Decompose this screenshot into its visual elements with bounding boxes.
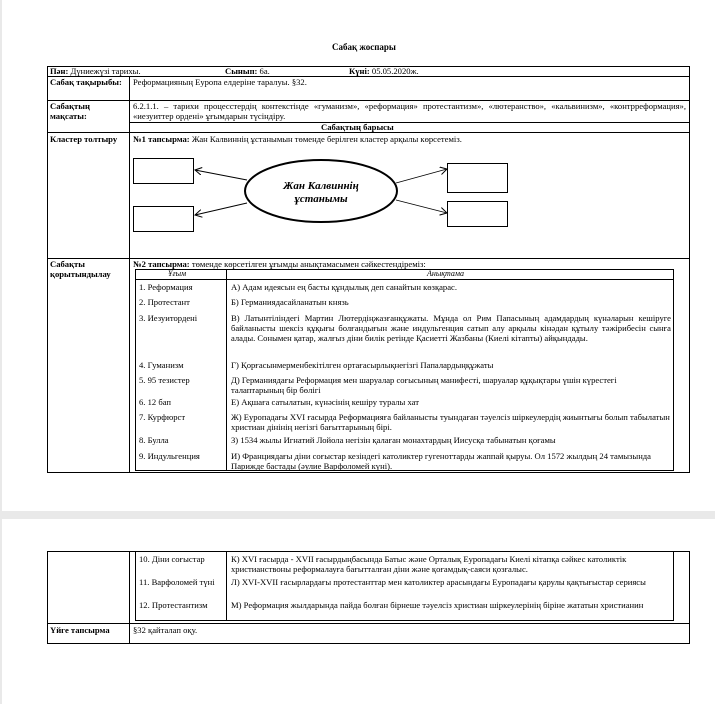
term-10: 10. Діни соғыстар xyxy=(139,554,205,564)
term-7: 7. Курфюрст xyxy=(139,412,186,422)
homework-label: Үйге тапсырма xyxy=(50,625,110,635)
task2-heading: №2 тапсырма: төменде көрсетілген ұғымды анықтамасымен сәйкестендіреміз: xyxy=(133,259,426,269)
class-field: Сынып: 6а. xyxy=(225,66,270,76)
definition-g: Г) Қорғасынмерменбекiтiлген ортағасырлықнегiзгi Папалардыңқұжаты xyxy=(231,360,494,370)
definition-e: Е) Ақшаға сатылатын, күнәсiнiң кешiру туралы хат xyxy=(231,397,420,407)
summary-section-label: Сабақты қорытындылау xyxy=(50,259,111,279)
arrow-bottom-left xyxy=(195,203,247,215)
document-page-2 xyxy=(2,519,715,704)
term-9: 9. Индульгенция xyxy=(139,451,200,461)
topic-label: Сабақ тақырыбы: xyxy=(50,77,122,87)
date-field: Күні: 05.05.2020ж. xyxy=(349,66,419,76)
term-8: 8. Булла xyxy=(139,435,169,445)
term-12: 12. Протестантизм xyxy=(139,600,208,610)
term-4: 4. Гуманизм xyxy=(139,360,184,370)
definition-i: И) Франциядағы дiни соғыстар кезiндегi католиктер гугеноттарды жаппай қыруы. Ол 1572 жылдың 24 тамызында Парижде бастады (әулие Варфоломей күнi). xyxy=(231,451,651,471)
progress-heading: Сабақтың барысы xyxy=(321,122,394,132)
arrow-top-left xyxy=(195,170,247,180)
definition-l: Л) XVI-XVII ғасырлардағы протестанттар мен католиктер арасындағы Еуропадағы қарулы қақтығыстар сериясы xyxy=(231,577,646,587)
definition-column-header: Анықтама xyxy=(427,269,464,278)
cluster-box-top-right[interactable] xyxy=(447,163,508,193)
cluster-center-label: Жан Калвиннің ұстанымы xyxy=(283,180,359,205)
arrow-top-right xyxy=(396,169,447,183)
definition-d: Д) Германиядағы Реформация мен шаруалар соғысының манифестi, шаруалар құқықтары үшiн күрестегi талаптарының бiр бөлiгi xyxy=(231,375,617,395)
cluster-section-label: Кластер толтыру xyxy=(50,134,118,144)
term-5: 5. 95 тезистер xyxy=(139,375,190,385)
term-11: 11. Варфоломей түнi xyxy=(139,577,215,587)
cluster-box-bottom-right[interactable] xyxy=(447,201,508,227)
definition-zh: Ж) Еуропадағы XVI ғасырда Реформацияға байланысты туындаған тәуелсiз шiркеулердiң жиынтығы болып табылатын христиан дiнiнiң негiзгi бағыттарының бiрi. xyxy=(231,412,670,432)
goal-value: 6.2.1.1. – тарихи процесстердің контекстінде «гуманизм», «реформация» протестантизм», «лютеранство», «кальвинизм», «контрреформация», «иезуиттер ордені» ұғымдарын түсіндіру. xyxy=(133,101,686,121)
definition-m: М) Реформация жылдарында пайда болған бiрнеше тәуелсiз христиан шiркеулерiнiң бiрiне жататын христианин xyxy=(231,600,644,610)
term-column-header: Ұғым xyxy=(168,269,187,278)
cluster-box-top-left[interactable] xyxy=(133,158,194,184)
definition-b: Б) Германиядасайланатын князь xyxy=(231,297,349,307)
goal-label: Сабақтың мақсаты: xyxy=(50,101,90,121)
homework-value: §32 қайталап оқу. xyxy=(133,625,198,635)
document-page-1 xyxy=(2,0,715,511)
subject-field: Пән: Дүниежүзі тарихы. xyxy=(50,66,141,76)
term-3: 3. Иезуиторденi xyxy=(139,313,198,323)
topic-value: Реформацияның Еуропа елдеріне таралуы. §32. xyxy=(133,77,307,87)
definition-v: В) Латынтiлiндегi Мартин Лютердiңжазғанқұжаты. Мұнда ол Рим Папасының адамдардың күнәларын кешiруге байланысты шексiз құқығы болғандығын және индульгенция сатып алу арқылы кiнәдан құтылу тәжiрибесiн сынға алады. Сонымен қатар, жалғыз дiни билiк ретiнде Қасиеттi Жазбаны (Киелi кiтапты) айқындады. xyxy=(231,313,671,343)
term-1: 1. Реформация xyxy=(139,282,193,292)
term-6: 6. 12 бап xyxy=(139,397,172,407)
task1-heading: №1 тапсырма: Жан Калвиннің ұстанымын төменде берілген кластер арқылы көрсетеміз. xyxy=(133,134,462,144)
cluster-box-bottom-left[interactable] xyxy=(133,206,194,232)
definition-a: А) Адам идеясын ең басты құндылық деп санайтын көзқарас. xyxy=(231,282,458,292)
definition-k: К) XVI ғасырда - XVII ғасырдыңбасында Батыс және Орталық Еуропадағы Киелi кiтапқа сәйкес католиктiк христианствоны реформалауға бағытталған дiни және қоғамдық-саяси қозғалыс. xyxy=(231,554,627,574)
definition-z: З) 1534 жылы Игнатий Лойола негiзiн қалаған монахтардың Иисусқа табынатын қоғамы xyxy=(231,435,556,445)
arrow-bottom-right xyxy=(396,200,447,213)
document-title: Сабақ жоспары xyxy=(332,42,396,52)
term-2: 2. Протестант xyxy=(139,297,190,307)
